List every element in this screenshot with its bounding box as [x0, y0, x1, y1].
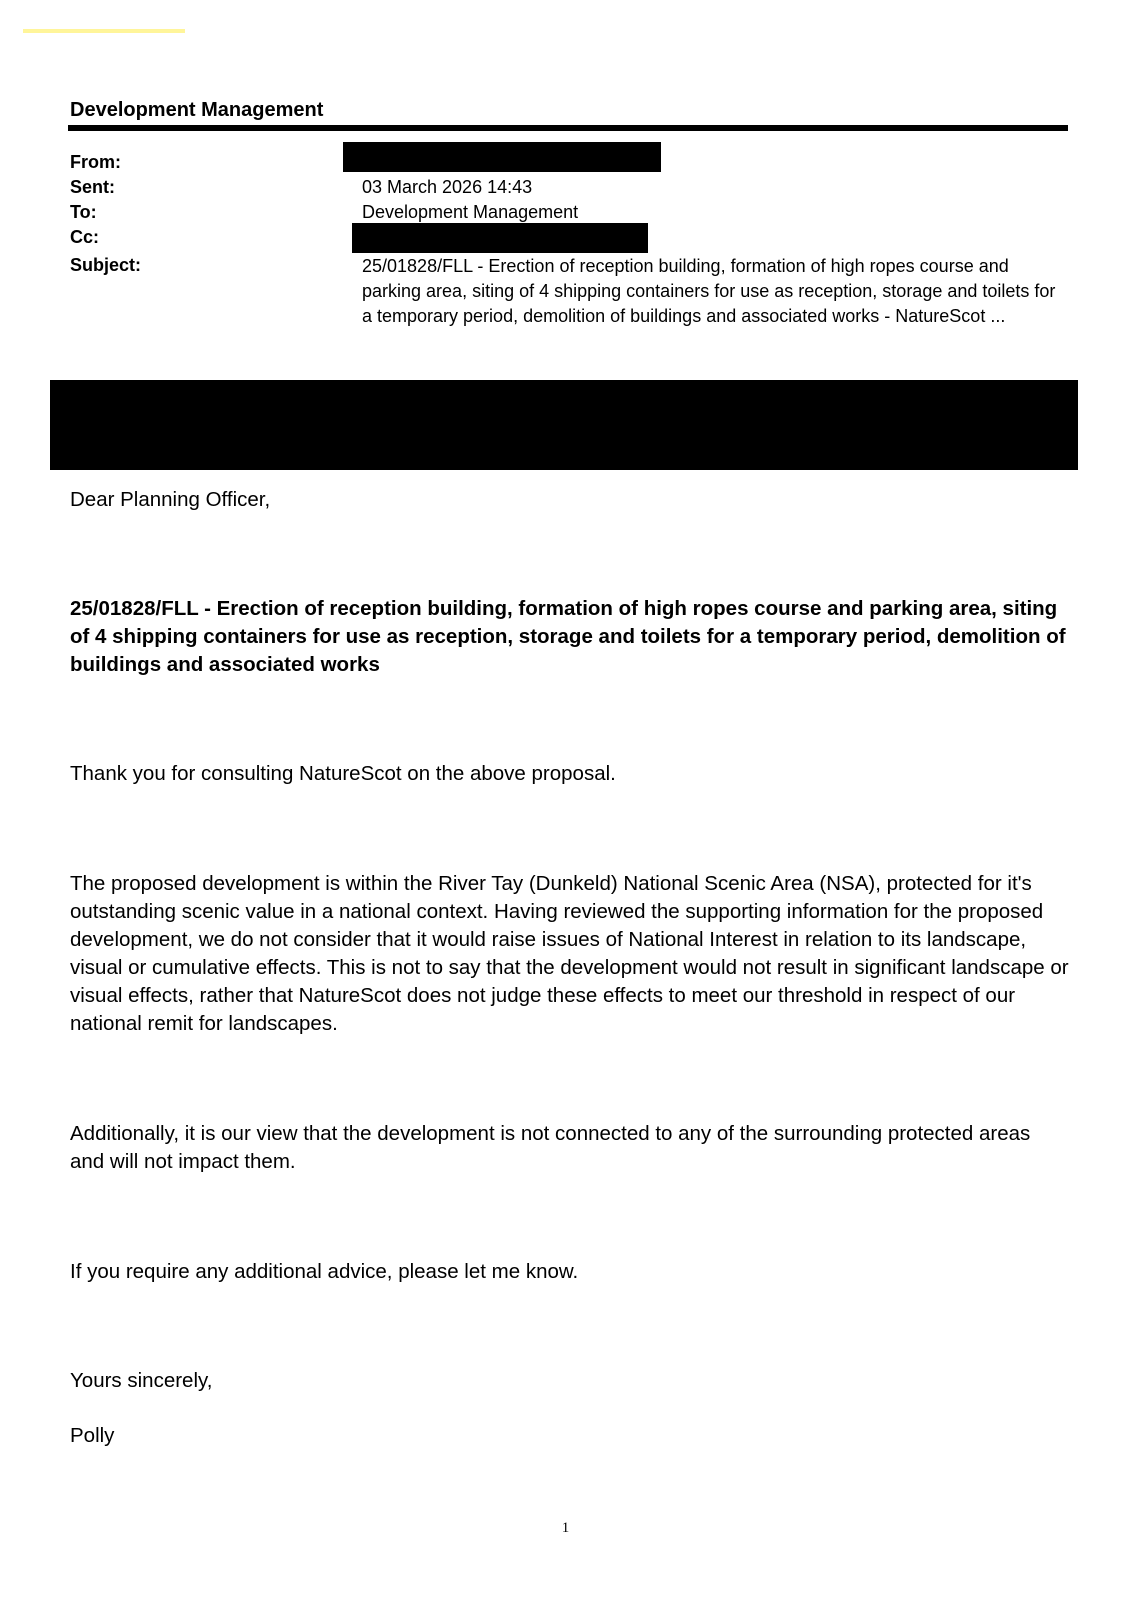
cc-redaction [352, 223, 648, 253]
sent-label: Sent: [70, 177, 115, 197]
subject-label: Subject: [70, 255, 142, 275]
to-value: Development Management [362, 202, 579, 222]
paragraph-nsa: The proposed development is within the River Tay (Dunkeld) National Scenic Area (NSA), protected for it's outstanding scenic value in a national context. Having reviewed the supporting information for the proposed development, we do not consider that it would raise issues of National Interest in relation to its landscape, visual or cumulative effects. This is not to say that the development would not result in significant landscape or visual effects, rather that NatureScot does not judge these effects to meet our threshold in respect of our national remit for landscapes. [70, 872, 1069, 1035]
paragraph-protected-areas: Additionally, it is our view that the development is not connected to any of the surrounding protected areas and will not impact them. [70, 1122, 1031, 1173]
from-label: From: [70, 152, 121, 172]
to-label: To: [70, 202, 97, 222]
page-number: 1 [561, 1520, 570, 1536]
signature-block-redaction [50, 380, 1078, 470]
reference-heading: 25/01828/FLL - Erection of reception building, formation of high ropes course and parking area, siting of 4 shipping containers for use as reception, storage and toilets for a temporary period, demolition of buildings and associated works [70, 597, 1066, 676]
salutation: Dear Planning Officer, [70, 488, 271, 511]
page-title: Development Management [70, 99, 324, 121]
paragraph-thanks: Thank you for consulting NatureScot on the above proposal. [70, 762, 616, 785]
highlight-mark [23, 29, 185, 33]
sent-value: 03 March 2026 14:43 [362, 177, 533, 197]
subject-value: 25/01828/FLL - Erection of reception building, formation of high ropes course and parking area, siting of 4 shipping containers for use as reception, storage and toilets for a temporary period, demolition of buildings and associated works - NatureScot ... [362, 256, 1056, 326]
cc-label: Cc: [70, 227, 100, 247]
from-redaction [343, 142, 661, 172]
header-rule [68, 125, 1068, 131]
closing: Yours sincerely, [70, 1369, 213, 1392]
signature: Polly [70, 1424, 115, 1447]
paragraph-advice: If you require any additional advice, please let me know. [70, 1260, 579, 1283]
